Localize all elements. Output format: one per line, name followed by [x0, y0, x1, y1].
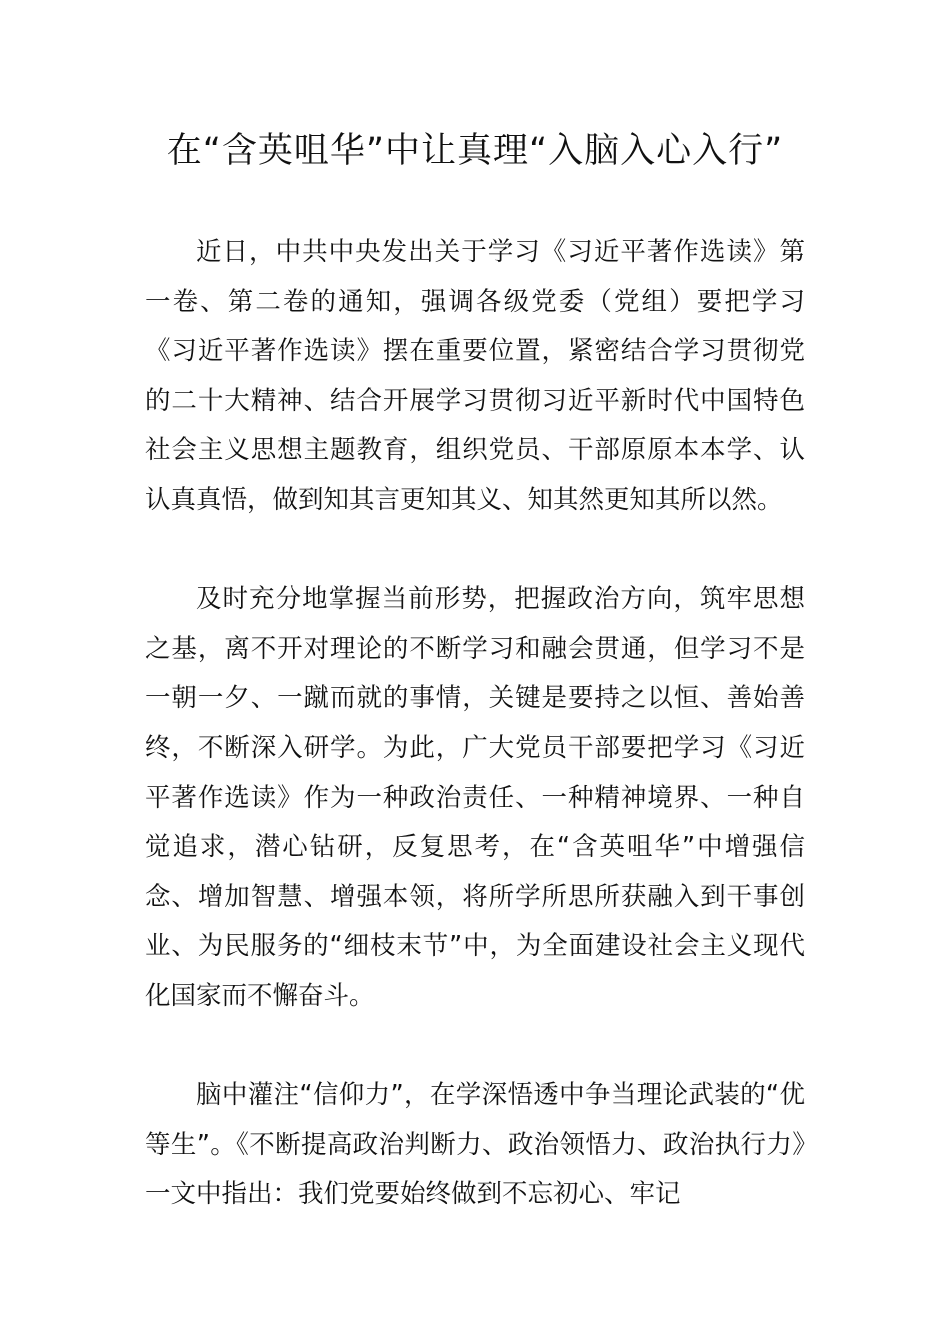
paragraph-2: 及时充分地掌握当前形势，把握政治方向，筑牢思想之基，离不开对理论的不断学习和融会贯通，但学习不是一朝一夕、一蹴而就的事情，关键是要持之以恒、善始善终，不断深入研学。为此，广大党员干部要把学习《习近平著作选读》作为一种政治责任、一种精神境界、一种自觉追求，潜心钻研，反复思考，在“含英咀华”中增强信念、增加智慧、增强本领，将所学所思所获融入到干事创业、为民服务的“细枝末节”中，为全面建设社会主义现代化国家而不懈奋斗。	[145, 584, 805, 1011]
paragraph-1: 近日，中共中央发出关于学习《习近平著作选读》第一卷、第二卷的通知，强调各级党委（党组）要把学习《习近平著作选读》摆在重要位置，紧密结合学习贯彻党的二十大精神、结合开展学习贯彻习近平新时代中国特色社会主义思想主题教育，组织党员、干部原原本本学、认认真真悟，做到知其言更知其义、知其然更知其所以然。	[145, 237, 805, 515]
document-body	[145, 228, 805, 1220]
document-title: 在“含英咀华”中让真理“入脑入心入行”	[166, 131, 784, 171]
paragraph-3: 脑中灌注“信仰力”，在学深悟透中争当理论武装的“优等生”。《不断提高政治判断力、政治领悟力、政治执行力》一文中指出：我们党要始终做到不忘初心、牢记	[145, 1080, 805, 1210]
